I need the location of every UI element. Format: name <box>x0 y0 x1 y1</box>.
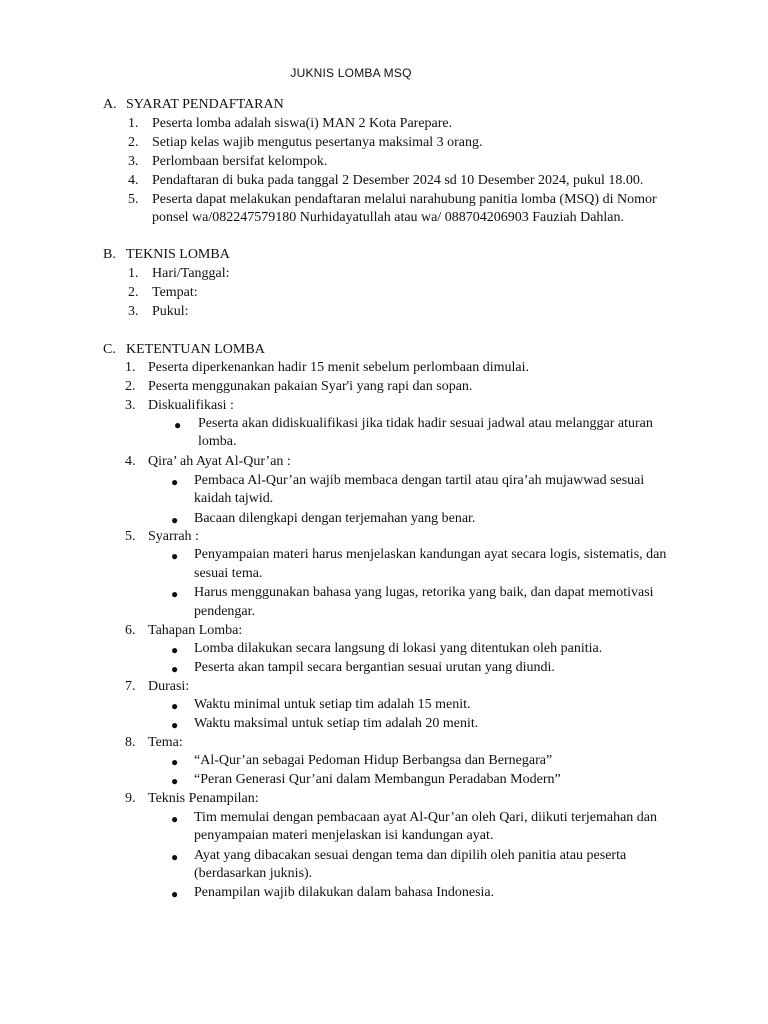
list-item: Pukul: <box>152 304 189 319</box>
list-number: 2. <box>125 379 136 394</box>
section-a-heading: SYARAT PENDAFTARAN <box>126 97 284 112</box>
bullet-icon: ● <box>171 549 179 563</box>
list-item: Hari/Tanggal: <box>152 266 230 281</box>
list-item: Teknis Penampilan: <box>148 791 259 806</box>
list-item: Peserta menggunakan pakaian Syar'i yang rapi dan sopan. <box>148 379 473 394</box>
list-item: Tema: <box>148 735 183 750</box>
bullet-item-continuation: pendengar. <box>194 604 256 619</box>
bullet-icon: ● <box>171 774 179 788</box>
list-number: 3. <box>125 398 136 413</box>
bullet-item: Peserta akan didiskualifikasi jika tidak hadir sesuai jadwal atau melanggar aturan <box>198 416 653 431</box>
list-item: Tahapan Lomba: <box>148 623 243 638</box>
list-item: Peserta dapat melakukan pendaftaran melalui narahubung panitia lomba (MSQ) di Nomor <box>152 192 657 207</box>
bullet-item-continuation: lomba. <box>198 434 237 449</box>
bullet-icon: ● <box>171 718 179 732</box>
section-c-heading: KETENTUAN LOMBA <box>126 342 265 357</box>
bullet-icon: ● <box>171 850 179 864</box>
bullet-item: “Al-Qur’an sebagai Pedoman Hidup Berbangsa dan Bernegara” <box>194 753 553 768</box>
bullet-icon: ● <box>171 812 179 826</box>
bullet-item: “Peran Generasi Qur’ani dalam Membangun Peradaban Modern” <box>194 772 561 787</box>
list-number: 5. <box>125 529 136 544</box>
list-item: Peserta diperkenankan hadir 15 menit sebelum perlombaan dimulai. <box>148 360 529 375</box>
bullet-icon: ● <box>174 418 182 432</box>
bullet-item: Penampilan wajib dilakukan dalam bahasa Indonesia. <box>194 885 495 900</box>
list-item: Diskualifikasi : <box>148 398 234 413</box>
list-number: 3. <box>128 154 139 169</box>
list-number: 1. <box>125 360 136 375</box>
list-item: Qira’ ah Ayat Al-Qur’an : <box>148 454 291 469</box>
bullet-icon: ● <box>171 887 179 901</box>
section-b-letter: B. <box>103 247 116 262</box>
bullet-item-continuation: kaidah tajwid. <box>194 491 274 506</box>
list-number: 1. <box>128 266 139 281</box>
bullet-item: Waktu maksimal untuk setiap tim adalah 20 menit. <box>194 716 479 731</box>
list-item: Peserta lomba adalah siswa(i) MAN 2 Kota Parepare. <box>152 116 453 131</box>
bullet-item: Pembaca Al-Qur’an wajib membaca dengan tartil atau qira’ah mujawwad sesuai <box>194 473 645 488</box>
list-number: 2. <box>128 285 139 300</box>
document-title: JUKNIS LOMBA MSQ <box>290 66 412 80</box>
list-number: 7. <box>125 679 136 694</box>
bullet-icon: ● <box>171 513 179 527</box>
bullet-item: Bacaan dilengkapi dengan terjemahan yang benar. <box>194 511 476 526</box>
bullet-item: Penyampaian materi harus menjelaskan kandungan ayat secara logis, sistematis, dan <box>194 547 667 562</box>
list-item: Syarrah : <box>148 529 199 544</box>
list-number: 3. <box>128 304 139 319</box>
bullet-item: Lomba dilakukan secara langsung di lokasi yang ditentukan oleh panitia. <box>194 641 603 656</box>
bullet-icon: ● <box>171 699 179 713</box>
bullet-item-continuation: (berdasarkan juknis). <box>194 866 313 881</box>
list-number: 1. <box>128 116 139 131</box>
list-item: Pendaftaran di buka pada tanggal 2 Desember 2024 sd 10 Desember 2024, pukul 18.00. <box>152 173 644 188</box>
list-number: 9. <box>125 791 136 806</box>
bullet-icon: ● <box>171 643 179 657</box>
bullet-item: Ayat yang dibacakan sesuai dengan tema dan dipilih oleh panitia atau peserta <box>194 848 627 863</box>
bullet-item: Harus menggunakan bahasa yang lugas, retorika yang baik, dan dapat memotivasi <box>194 585 654 600</box>
bullet-icon: ● <box>171 587 179 601</box>
list-item-continuation: ponsel wa/082247579180 Nurhidayatullah atau wa/ 088704206903 Fauziah Dahlan. <box>152 210 625 225</box>
list-number: 2. <box>128 135 139 150</box>
bullet-item-continuation: sesuai tema. <box>194 566 263 581</box>
bullet-icon: ● <box>171 475 179 489</box>
bullet-item: Waktu minimal untuk setiap tim adalah 15 menit. <box>194 697 471 712</box>
list-item: Setiap kelas wajib mengutus pesertanya maksimal 3 orang. <box>152 135 483 150</box>
bullet-item: Tim memulai dengan pembacaan ayat Al-Qur’an oleh Qari, diikuti terjemahan dan <box>194 810 658 825</box>
bullet-icon: ● <box>171 662 179 676</box>
section-a-letter: A. <box>103 97 117 112</box>
section-b-heading: TEKNIS LOMBA <box>126 247 230 262</box>
bullet-item: Peserta akan tampil secara bergantian sesuai urutan yang diundi. <box>194 660 555 675</box>
bullet-item-continuation: penyampaian materi menjelaskan isi kandungan ayat. <box>194 828 494 843</box>
list-number: 5. <box>128 192 139 207</box>
list-number: 6. <box>125 623 136 638</box>
list-number: 4. <box>125 454 136 469</box>
list-number: 8. <box>125 735 136 750</box>
section-c-letter: C. <box>103 342 116 357</box>
list-item: Durasi: <box>148 679 190 694</box>
list-item: Tempat: <box>152 285 198 300</box>
list-number: 4. <box>128 173 139 188</box>
list-item: Perlombaan bersifat kelompok. <box>152 154 328 169</box>
bullet-icon: ● <box>171 755 179 769</box>
